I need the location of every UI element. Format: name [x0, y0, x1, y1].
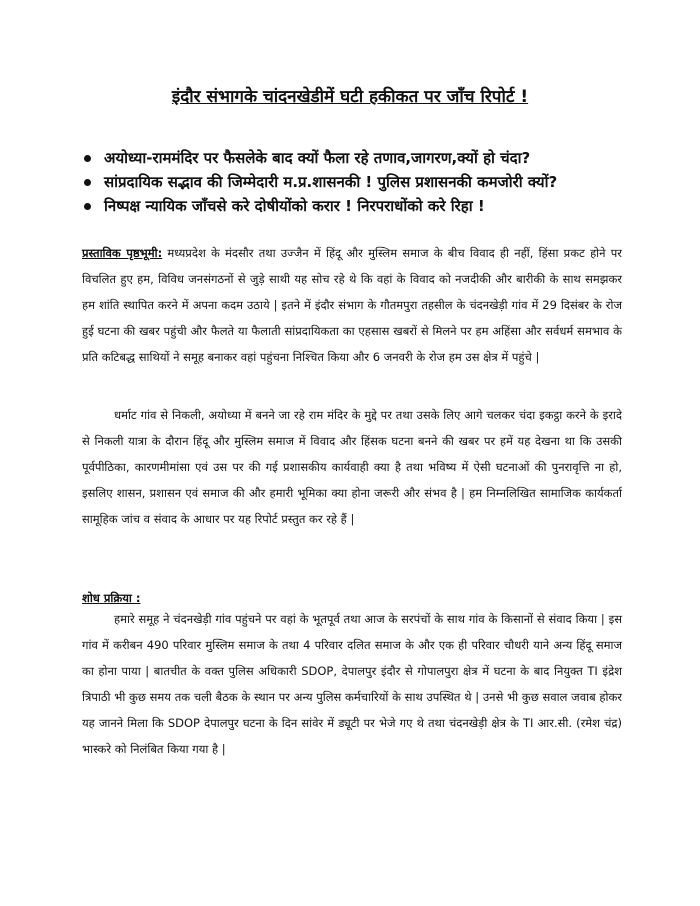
background-paragraph: [82, 240, 622, 370]
key-point: [104, 194, 664, 218]
second-paragraph: [82, 402, 622, 532]
key-point-text: सांप्रदायिक सद्भाव की जिम्मेदारी म.प्र.शासनकी ! पुलिस प्रशासनकी कमजोरी क्यों?: [104, 173, 558, 191]
key-point-text: अयोध्या-राममंदिर पर फैसलेके बाद क्यों फैला रहे तणाव,जागरण,क्यों हो चंदा?: [104, 149, 531, 167]
research-paragraph: [82, 606, 622, 762]
bullet-icon: [84, 179, 91, 186]
research-heading: शोध प्रक्रिया :: [82, 591, 141, 605]
second-paragraph-text: धर्माट गांव से निकली, अयोध्या में बनने जा रहे राम मंदिर के मुद्दे पर तथा उसके लिए आगे चलकर चंदा इकट्ठा करने के इरादे से निकली यात्रा के दौरान हिंदू और मुस्लिम समाज में विवाद और हिंसक घटना बनने की खबर पर हमें यह देखना था कि उसकी पूर्वपीठिका, कारणमीमांसा एवं उस पर की गई प्रशासकीय कार्यवाही क्या है तथा भविष्य में ऐसी घटनाओं की पुनरावृत्ति ना हो, इसलिए शासन, प्रशासन एवं समाज की और हमारी भूमिका क्या होना जरूरी और संभव है | हम निम्नलिखित सामाजिक कार्यकर्ता सामूहिक जांच व संवाद के आधार पर यह रिपोर्ट प्रस्तुत कर रहे हैं |: [82, 408, 622, 526]
key-point-text: निष्पक्ष न्यायिक जाँचसे करे दोषीयोंको करार ! निरपराधोंको करे रिहा !: [104, 197, 485, 215]
research-text: हमारे समूह ने चंदनखेड़ी गांव पहुंचने पर वहां के भूतपूर्व तथा आज के सरपंचों के साथ गांव के किसानों से संवाद किया | इस गांव में करीबन 490 परिवार मुस्लिम समाज के तथा 4 परिवार दलित समाज के और एक ही परिवार चौधरी याने अन्य हिंदू समाज का होना पाया | बातचीत के वक्त पुलिस अधिकारी SDOP, देपालपुर इंदौर से गोपालपुरा क्षेत्र में घटना के बाद नियुक्त TI इंद्रेश त्रिपाठी भी कुछ समय तक चली बैठक के स्थान पर अन्य पुलिस कर्मचारियों के साथ उपस्थित थे | उनसे भी कुछ सवाल जवाब होकर यह जानने मिला कि SDOP देपालपुर घटना के दिन सांवेर में ड्यूटी पर भेजे गए थे तथा चंदनखेड़ी क्षेत्र के TI आर.सी. (रमेश चंद्र) भास्करे को निलंबित किया गया है |: [82, 612, 622, 756]
background-label: प्रस्ताविक पृष्ठभूमी:: [82, 246, 163, 260]
report-title: इंदौर संभागके चांदनखेडीमें घटी हकीकत पर जाँच रिपोर्ट !: [171, 87, 529, 107]
bullet-icon: [84, 155, 91, 162]
key-point: [104, 146, 664, 170]
key-point: [104, 170, 664, 194]
background-text: मध्यप्रदेश के मंदसौर तथा उज्जैन में हिंदू और मुस्लिम समाज के बीच विवाद ही नहीं, हिंसा प्रकट होने पर विचलित हुए हम, विविध जनसंगठनों से जुड़े साथी यह सोच रहे थे कि वहां के विवाद को नजदीकी और बारीकी के साथ समझकर हम शांति स्थापित करने में अपना कदम उठाये | इतने में इंदौर संभाग के गौतमपुरा तहसील के चंदनखेड़ी गांव में 29 दिसंबर के रोज हुई घटना की खबर पहुंची और फैलते या फैलाती सांप्रदायिकता का एहसास खबरों से मिलने पर हम अहिंसा और सर्वधर्म समभाव के प्रति कटिबद्ध साथियों ने समूह बनाकर वहां पहुंचना निश्चित किया और 6 जनवरी के रोज हम उस क्षेत्र में पहुंचे |: [82, 246, 622, 364]
bullet-icon: [84, 203, 91, 210]
key-points-list: [104, 146, 664, 218]
